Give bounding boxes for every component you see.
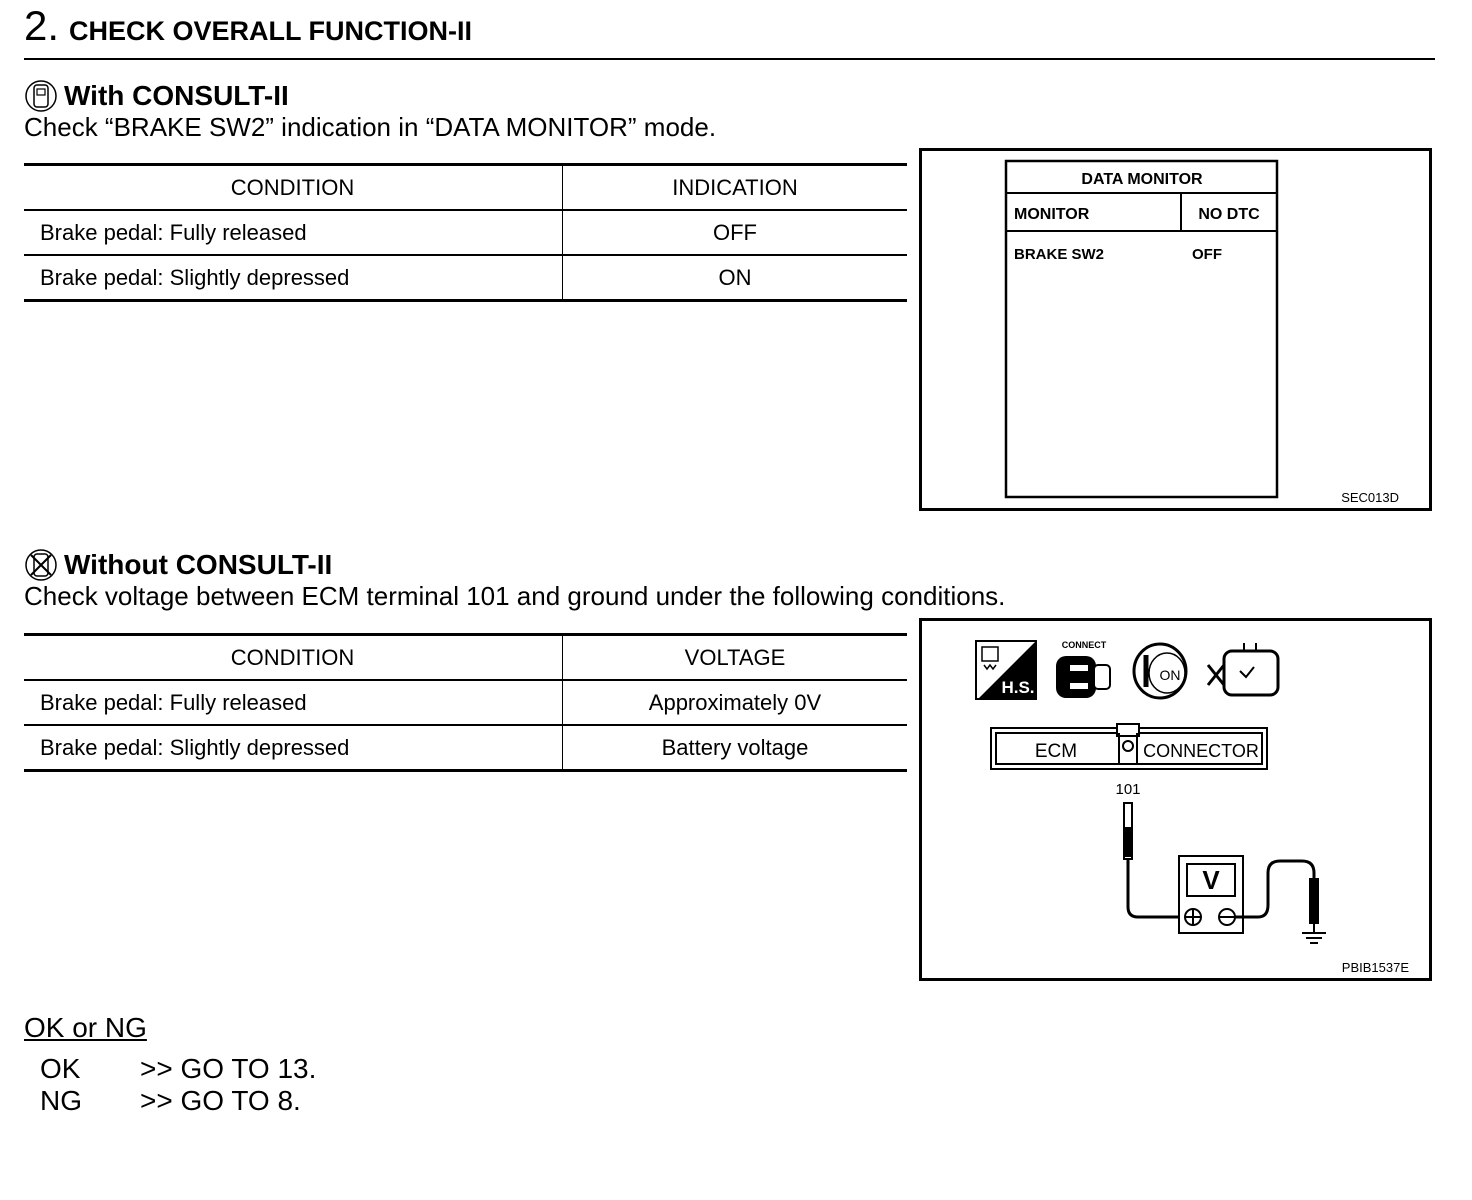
monitor-item-name: BRAKE SW2 xyxy=(1014,246,1105,263)
ecm-voltage-figure xyxy=(919,618,1432,981)
engine-off-icon xyxy=(1208,643,1278,695)
figure-code: PBIB1537E xyxy=(1341,960,1409,975)
voltage-table xyxy=(24,633,907,772)
status-column-label: NO DTC xyxy=(1198,206,1260,223)
table-row xyxy=(24,725,907,771)
table-header-row xyxy=(24,165,907,211)
figure-code: SEC013D xyxy=(1341,490,1399,505)
table-row xyxy=(24,255,907,301)
result-ng-row xyxy=(40,1085,301,1117)
without-consult-instruction: Check voltage between ECM terminal 101 and ground under the following conditions. xyxy=(24,581,1006,611)
indication-cell: OFF xyxy=(563,210,908,255)
meter-label: V xyxy=(1202,865,1220,895)
condition-cell: Brake pedal: Fully released xyxy=(24,680,563,725)
data-monitor-figure xyxy=(919,148,1432,511)
with-consult-heading xyxy=(24,79,289,113)
data-monitor-screen-drawing xyxy=(922,151,1429,508)
result-key-ok: OK xyxy=(40,1053,81,1084)
ecm-voltage-drawing xyxy=(922,621,1429,978)
voltage-cell: Approximately 0V xyxy=(563,680,908,725)
table-header-row xyxy=(24,635,907,681)
negative-probe xyxy=(1310,879,1318,923)
negative-lead xyxy=(1235,861,1314,917)
voltmeter xyxy=(1179,856,1243,933)
heading-divider xyxy=(24,58,1435,60)
condition-cell: Brake pedal: Slightly depressed xyxy=(24,255,563,301)
ecm-connector xyxy=(991,724,1267,769)
terminal-label: 101 xyxy=(1115,781,1141,798)
table-row xyxy=(24,210,907,255)
table-row xyxy=(24,680,907,725)
column-header-condition: CONDITION xyxy=(24,635,563,681)
consult-tester-icon xyxy=(24,79,58,113)
result-key-ng: NG xyxy=(40,1085,82,1116)
hs-icon xyxy=(976,641,1036,699)
with-consult-instruction: Check “BRAKE SW2” indication in “DATA MONITOR” mode. xyxy=(24,112,717,142)
result-action-ng: >> GO TO 8. xyxy=(140,1085,301,1116)
result-action-ok: >> GO TO 13. xyxy=(140,1053,317,1084)
step-heading xyxy=(24,2,472,50)
ok-or-ng-title: OK or NG xyxy=(24,1012,147,1043)
monitor-item-value: OFF xyxy=(1192,246,1222,263)
ecm-label: ECM xyxy=(1034,741,1078,762)
voltage-cell: Battery voltage xyxy=(563,725,908,771)
connector-label: CONNECTOR xyxy=(1143,741,1259,761)
connect-icon xyxy=(1056,640,1110,698)
column-header-indication: INDICATION xyxy=(563,165,908,211)
with-consult-title: With CONSULT-II xyxy=(64,80,289,111)
column-header-condition: CONDITION xyxy=(24,165,563,211)
indication-table xyxy=(24,163,907,302)
ground-symbol xyxy=(1302,923,1326,943)
condition-cell: Brake pedal: Fully released xyxy=(24,210,563,255)
without-consult-heading xyxy=(24,548,332,582)
on-label: ON xyxy=(1159,667,1181,683)
connect-label: CONNECT xyxy=(1061,640,1107,650)
screen-title: DATA MONITOR xyxy=(1081,171,1203,188)
indication-cell: ON xyxy=(563,255,908,301)
result-ok-row xyxy=(40,1053,316,1085)
positive-lead xyxy=(1128,859,1184,917)
condition-cell: Brake pedal: Slightly depressed xyxy=(24,725,563,771)
no-consult-tester-icon xyxy=(24,548,58,582)
hs-label: H.S. xyxy=(1001,678,1035,697)
step-title: CHECK OVERALL FUNCTION-II xyxy=(69,16,473,46)
monitor-column-label: MONITOR xyxy=(1014,206,1090,223)
without-consult-title: Without CONSULT-II xyxy=(64,549,333,580)
ignition-on-icon xyxy=(1134,644,1186,698)
column-header-voltage: VOLTAGE xyxy=(563,635,908,681)
step-number: 2. xyxy=(24,2,60,49)
